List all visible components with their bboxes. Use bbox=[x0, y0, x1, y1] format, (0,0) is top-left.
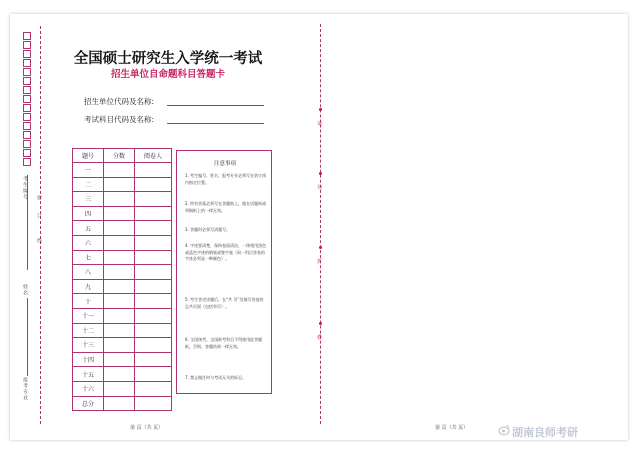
header-grader: 阅卷人 bbox=[135, 149, 172, 163]
exam-no-box[interactable] bbox=[23, 86, 31, 94]
table-row bbox=[73, 177, 172, 192]
exam-no-box[interactable] bbox=[23, 113, 31, 121]
score-cell[interactable] bbox=[104, 308, 135, 323]
score-cell[interactable] bbox=[104, 163, 135, 178]
exam-no-box[interactable] bbox=[23, 122, 31, 130]
grader-cell[interactable] bbox=[135, 381, 172, 396]
question-no: 二 bbox=[73, 177, 104, 192]
question-no: 总分 bbox=[73, 396, 104, 411]
score-cell[interactable] bbox=[104, 352, 135, 367]
table-row bbox=[73, 250, 172, 265]
score-cell[interactable] bbox=[104, 367, 135, 382]
score-cell[interactable] bbox=[104, 279, 135, 294]
table-row bbox=[73, 221, 172, 236]
table-row bbox=[73, 338, 172, 353]
table-row bbox=[73, 294, 172, 309]
question-no: 十六 bbox=[73, 381, 104, 396]
table-row bbox=[73, 396, 172, 411]
question-no: 五 bbox=[73, 221, 104, 236]
score-cell[interactable] bbox=[104, 338, 135, 353]
question-no: 十二 bbox=[73, 323, 104, 338]
question-no: 十一 bbox=[73, 308, 104, 323]
score-cell[interactable] bbox=[104, 323, 135, 338]
table-row bbox=[73, 308, 172, 323]
table-row bbox=[73, 235, 172, 250]
fold-dot bbox=[319, 172, 322, 175]
grader-cell[interactable] bbox=[135, 163, 172, 178]
page-title: 全国硕士研究生入学统一考试 bbox=[73, 50, 263, 67]
exam-no-box[interactable] bbox=[23, 104, 31, 112]
header-question-no: 题号 bbox=[73, 149, 104, 163]
subject-label: 考试科目代码及名称: bbox=[84, 115, 155, 124]
notice-item: 6. 全国统考、全国联考科目不得使用此答题纸，否则，答题结果一律无效。 bbox=[185, 337, 263, 349]
grader-cell[interactable] bbox=[135, 338, 172, 353]
notice-item: 3. 答题时必须写清题号。 bbox=[185, 227, 231, 232]
table-row bbox=[73, 381, 172, 396]
notice-item: 1. 考生编号、姓名、报考专业必须写在装订线内指定位置。 bbox=[185, 173, 267, 185]
score-cell[interactable] bbox=[104, 294, 135, 309]
score-table bbox=[72, 148, 172, 411]
grader-cell[interactable] bbox=[135, 221, 172, 236]
exam-no-box[interactable] bbox=[23, 149, 31, 157]
notice-item: 2. 所有答案必须写在答题纸上，做在试题纸或草稿纸上的一律无效。 bbox=[185, 201, 267, 213]
fold-mark: 勿 bbox=[317, 185, 323, 191]
weibo-icon bbox=[498, 424, 510, 436]
page-subtitle: 招生单位自命题科目答题卡 bbox=[110, 69, 225, 80]
fold-dot bbox=[319, 322, 322, 325]
fold-mark: 叠 bbox=[317, 335, 323, 341]
table-row bbox=[73, 163, 172, 178]
seal-label: 密 bbox=[36, 195, 42, 201]
question-no: 十三 bbox=[73, 338, 104, 353]
table-row bbox=[73, 279, 172, 294]
notice-item: 5. 考生答完试题后，在“共 页”处填写答卷的总共页面（包括草页）。 bbox=[185, 297, 264, 309]
major-line bbox=[27, 298, 28, 376]
exam-no-label: 考生编号 bbox=[22, 176, 28, 200]
grader-cell[interactable] bbox=[135, 308, 172, 323]
table-row bbox=[73, 192, 172, 207]
watermark-text: 湖南良师考研 bbox=[512, 426, 578, 439]
table-row bbox=[73, 265, 172, 280]
score-cell[interactable] bbox=[104, 265, 135, 280]
question-no: 六 bbox=[73, 235, 104, 250]
notice-title: 注意事项 bbox=[213, 161, 236, 167]
fold-dot bbox=[319, 108, 322, 111]
grader-cell[interactable] bbox=[135, 279, 172, 294]
grader-cell[interactable] bbox=[135, 177, 172, 192]
question-no: 七 bbox=[73, 250, 104, 265]
question-no: 十五 bbox=[73, 367, 104, 382]
grader-cell[interactable] bbox=[135, 367, 172, 382]
fold-line bbox=[320, 24, 321, 424]
score-cell[interactable] bbox=[104, 192, 135, 207]
question-no: 三 bbox=[73, 192, 104, 207]
fold-mark: 折 bbox=[317, 259, 323, 265]
score-cell[interactable] bbox=[104, 250, 135, 265]
score-cell[interactable] bbox=[104, 396, 135, 411]
exam-no-box[interactable] bbox=[23, 140, 31, 148]
grader-cell[interactable] bbox=[135, 265, 172, 280]
subject-input-line[interactable] bbox=[167, 123, 264, 124]
table-row bbox=[73, 206, 172, 221]
header-score: 分数 bbox=[104, 149, 135, 163]
unit-input-line[interactable] bbox=[167, 105, 264, 106]
name-label: 姓名 bbox=[22, 284, 28, 296]
question-no: 十四 bbox=[73, 352, 104, 367]
question-no: 四 bbox=[73, 206, 104, 221]
binding-dashed-line bbox=[40, 26, 41, 424]
table-row bbox=[73, 367, 172, 382]
question-no: 九 bbox=[73, 279, 104, 294]
grader-cell[interactable] bbox=[135, 192, 172, 207]
table-row bbox=[73, 323, 172, 338]
unit-label: 招生单位代码及名称: bbox=[84, 97, 155, 106]
score-cell[interactable] bbox=[104, 177, 135, 192]
major-label: 报考专业 bbox=[22, 377, 28, 401]
question-no: 一 bbox=[73, 163, 104, 178]
page-footer-left: 第 页（共 页） bbox=[130, 425, 164, 431]
notice-item: 4. 字迹要清楚，保持卷面清洁，一律使用黑色或蓝色字迹的钢笔或签字笔（同一科目答卷的字迹必须是一种颜色）。 bbox=[185, 243, 267, 261]
page-footer-right: 第 页（共 页） bbox=[435, 425, 469, 431]
exam-no-box[interactable] bbox=[23, 95, 31, 103]
grader-cell[interactable] bbox=[135, 323, 172, 338]
notice-box bbox=[176, 150, 272, 394]
grader-cell[interactable] bbox=[135, 352, 172, 367]
exam-no-box[interactable] bbox=[23, 32, 31, 40]
question-no: 八 bbox=[73, 265, 104, 280]
score-cell[interactable] bbox=[104, 235, 135, 250]
grader-cell[interactable] bbox=[135, 294, 172, 309]
grader-cell[interactable] bbox=[135, 250, 172, 265]
grader-cell[interactable] bbox=[135, 206, 172, 221]
fold-dot bbox=[319, 246, 322, 249]
question-no: 十 bbox=[73, 294, 104, 309]
score-cell[interactable] bbox=[104, 206, 135, 221]
grader-cell[interactable] bbox=[135, 235, 172, 250]
grader-cell[interactable] bbox=[135, 396, 172, 411]
notice-item: 7. 禁止做任何与考试无关的标记。 bbox=[185, 375, 247, 380]
bind-label: 订 bbox=[36, 213, 42, 219]
score-cell[interactable] bbox=[104, 221, 135, 236]
exam-no-box[interactable] bbox=[23, 131, 31, 139]
line-label: 线 bbox=[36, 238, 42, 244]
fold-mark: 请 bbox=[317, 121, 323, 127]
score-cell[interactable] bbox=[104, 381, 135, 396]
table-row bbox=[73, 352, 172, 367]
exam-no-box[interactable] bbox=[23, 158, 31, 166]
